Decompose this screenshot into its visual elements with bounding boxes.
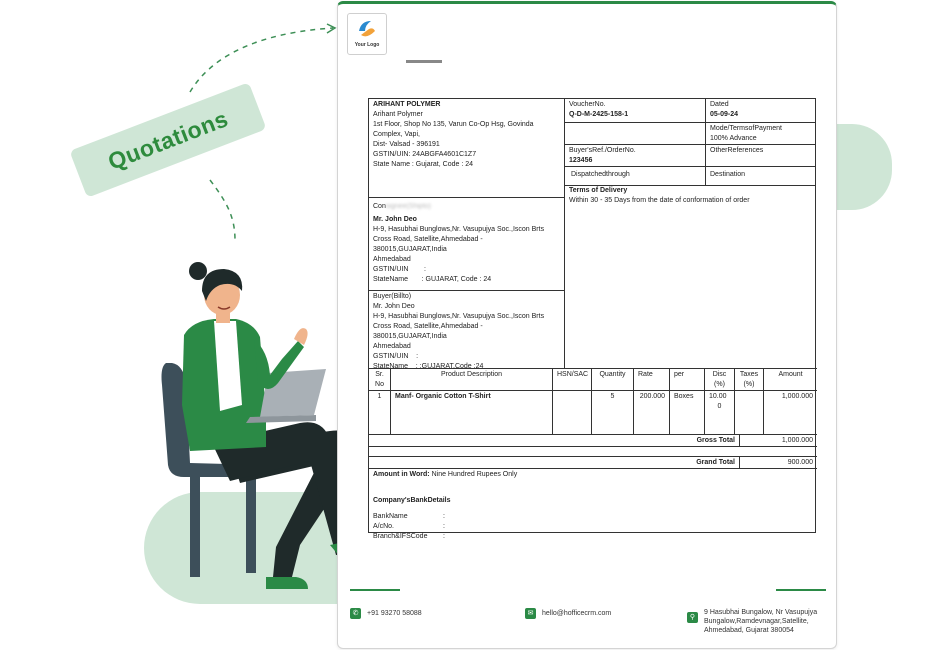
payment-terms-label: Mode/TermsofPayment <box>710 125 782 132</box>
grand-total-label <box>369 457 740 469</box>
seller-line: Dist- Valsad - 396191 <box>373 141 440 148</box>
buyer-name: Mr. John Deo <box>373 303 415 310</box>
footer-address <box>687 608 817 635</box>
col-sr-label: Sr. <box>375 371 384 378</box>
bank-name-value: : <box>443 513 445 520</box>
item-disc-value-2: 0 <box>717 403 722 410</box>
col-rate-label: Rate <box>638 371 653 378</box>
buyer-label: Buyer(Billto) <box>373 293 412 300</box>
col-disc-header <box>705 369 735 391</box>
item-description-value: Manf- Organic Cotton T-Shirt <box>395 393 491 400</box>
col-desc-label: Product Description <box>440 371 503 378</box>
item-rate-value: 200.000 <box>639 393 665 400</box>
item-description <box>391 391 553 435</box>
buyer-line: Ahmedabad <box>373 343 411 350</box>
payment-terms-value: 100% Advance <box>710 135 757 142</box>
item-sr-value: 1 <box>377 393 382 400</box>
gross-total-value <box>740 435 817 447</box>
spacer-row <box>369 447 817 457</box>
col-per-header <box>670 369 705 391</box>
consignee-gstin: GSTIN/UIN : <box>373 266 426 273</box>
header-divider <box>406 60 442 63</box>
buyer-line: 380015,GUJARAT,India <box>373 333 447 340</box>
col-amount-header <box>764 369 817 391</box>
gross-total-value-text: 1,000.000 <box>781 437 813 444</box>
col-taxes-unit: (%) <box>743 381 755 388</box>
bank-details-title: Company'sBankDetails <box>373 497 451 504</box>
empty-cell <box>565 123 706 145</box>
bank-row <box>373 532 813 542</box>
dated-cell <box>706 99 816 123</box>
dated-label: Dated <box>710 101 729 108</box>
buyers-ref-value: 123456 <box>569 157 593 164</box>
quotations-label: Quotations <box>104 104 232 175</box>
quotation-table <box>368 98 816 540</box>
phone-icon: ✆ <box>350 608 361 619</box>
consignee-line: Ahmedabad <box>373 256 411 263</box>
col-rate-header <box>634 369 670 391</box>
col-amount-label: Amount <box>778 371 803 378</box>
col-per-label: per <box>674 371 685 378</box>
voucher-label: VoucherNo. <box>569 101 606 108</box>
buyers-ref-label: Buyer'sRef./OrderNo. <box>569 147 636 154</box>
branch-ifsc-value: : <box>443 533 445 540</box>
col-disc-label: Disc <box>712 371 727 378</box>
item-amount-value: 1,000.000 <box>781 393 813 400</box>
voucher-cell <box>565 99 706 123</box>
amount-in-words-label: Amount in Word: <box>373 471 430 478</box>
footer-address-line: Bungalow,Ramdevnagar,Satellite, <box>704 618 809 625</box>
seller-block <box>369 99 565 198</box>
account-number-label: A/cNo. <box>373 523 395 530</box>
seller-line: GSTIN/UIN: 24ABGFA4601C1Z7 <box>373 151 477 158</box>
quotation-document <box>337 1 837 649</box>
item-per <box>670 391 705 435</box>
buyers-ref-cell <box>565 145 706 167</box>
consignee-line: Cross Road, Satellite,Ahmedabad - <box>373 236 483 243</box>
consignee-name: Mr. John Deo <box>373 216 417 223</box>
footer-divider-right <box>776 589 826 591</box>
footer-phone[interactable] <box>350 608 422 619</box>
buyer-line: H-9, Hasubhai Bunglows,Nr. Vasupujya Soc.,Iscon Brts <box>373 313 545 320</box>
payment-terms-cell <box>706 123 816 145</box>
gross-total-label <box>369 435 740 447</box>
gross-total-label-text: Gross Total <box>696 437 735 444</box>
col-disc-unit: (%) <box>714 381 725 388</box>
dated-value: 05-09-24 <box>710 111 739 118</box>
col-no-label: No <box>375 381 384 388</box>
amount-in-words-value: Nine Hundred Rupees Only <box>431 471 518 478</box>
terms-title: Terms of Delivery <box>569 187 628 194</box>
col-sr-header <box>369 369 391 391</box>
footer-divider-left <box>350 589 400 591</box>
item-quantity <box>592 391 634 435</box>
dispatched-cell <box>565 167 706 186</box>
bank-row <box>373 522 813 532</box>
item-rate <box>634 391 670 435</box>
consignee-line: 380015,GUJARAT,India <box>373 246 447 253</box>
item-hsn <box>553 391 592 435</box>
item-per-value: Boxes <box>674 393 694 400</box>
other-refs-cell <box>706 145 816 167</box>
destination-label: Destination <box>710 171 746 178</box>
item-disc-value: 10.00 <box>709 393 727 400</box>
footer-email-text: hello@hofficecrm.com <box>542 610 612 617</box>
bank-row <box>373 512 813 522</box>
seller-line: 1st Floor, Shop No 135, Varun Co-Op Hsg, Govinda <box>373 121 534 128</box>
consignee-label: Con <box>373 203 386 210</box>
seller-name: ARIHANT POLYMER <box>373 101 441 108</box>
buyer-gstin: GSTIN/UIN : <box>373 353 419 360</box>
buyer-line: Cross Road, Satellite,Ahmedabad - <box>373 323 483 330</box>
voucher-value: Q-D-M-2425-158-1 <box>569 111 629 118</box>
item-disc <box>705 391 735 435</box>
other-refs-label: OtherReferences <box>710 147 764 154</box>
item-sr <box>369 391 391 435</box>
seller-line: Complex, Vapi, <box>373 131 420 138</box>
col-qty-label: Quantity <box>599 371 626 378</box>
company-logo <box>347 13 387 55</box>
logo-text: Your Logo <box>354 42 380 48</box>
dispatched-label: Dispatchedthrough <box>571 171 630 178</box>
amount-and-bank-block <box>369 469 817 540</box>
footer-email[interactable] <box>525 608 611 619</box>
consignee-block <box>369 198 565 291</box>
grand-total-value <box>740 457 817 469</box>
col-taxes-header <box>735 369 764 391</box>
item-quantity-value: 5 <box>610 393 615 400</box>
footer-address-line: Ahmedabad, Gujarat 380054 <box>704 627 794 634</box>
col-qty-header <box>592 369 634 391</box>
grand-total-label-text: Grand Total <box>696 459 735 466</box>
bank-name-label: BankName <box>373 513 408 520</box>
col-hsn-header <box>553 369 592 391</box>
destination-cell <box>706 167 816 186</box>
consignee-line: H-9, Hasubhai Bunglows,Nr. Vasupujya Soc.,Iscon Brts <box>373 226 545 233</box>
terms-of-delivery-cell <box>565 186 817 369</box>
col-desc-header <box>391 369 553 391</box>
footer-phone-text: +91 93270 58088 <box>367 610 422 617</box>
location-pin-icon: ⚲ <box>687 612 698 623</box>
account-number-value: : <box>443 523 445 530</box>
footer-address-line: 9 Hasubhai Bungalow, Nr Vasupujya <box>704 609 818 616</box>
col-taxes-label: Taxes <box>739 371 759 378</box>
grand-total-value-text: 900.000 <box>787 459 813 466</box>
branch-ifsc-label: Branch&IFSCode <box>373 533 428 540</box>
mail-icon: ✉ <box>525 608 536 619</box>
consignee-state: StateName : GUJARAT, Code : 24 <box>373 276 492 283</box>
consignee-label-blurred: signee(Shipto) <box>385 203 431 210</box>
item-amount <box>764 391 817 435</box>
seller-line: State Name : Gujarat, Code : 24 <box>373 161 473 168</box>
buyer-block <box>369 291 565 369</box>
logo-mark-icon <box>355 17 379 41</box>
seller-line: Arihant Polymer <box>373 111 423 118</box>
terms-text: Within 30 - 35 Days from the date of conformation of order <box>569 197 750 204</box>
col-hsn-label: HSN/SAC <box>557 371 589 378</box>
item-taxes <box>735 391 764 435</box>
buyer-state: StateName : :GUJARAT,Code :24 <box>373 363 484 370</box>
